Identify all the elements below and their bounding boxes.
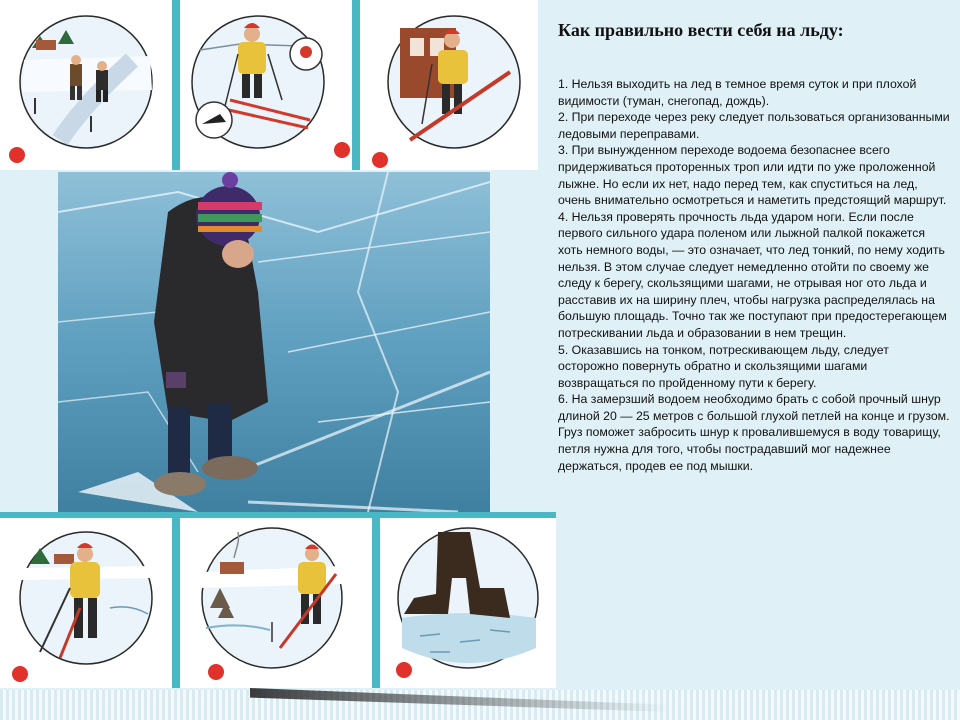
divider-bar xyxy=(172,518,180,688)
divider-bar xyxy=(372,518,380,688)
illustration-tile-3 xyxy=(360,0,538,170)
safety-rules-list xyxy=(558,76,950,474)
skier-illustration xyxy=(180,0,352,170)
marker-dot xyxy=(208,664,224,680)
rule-item: 3. При вынужденном переходе водоема безопаснее всего придерживаться проторенных троп или идти по уже проложенной лыжне. Но если их нет, надо перед тем, как спуститься на лед, очень внимательно осмотреться и наметить предстоящий маршрут. xyxy=(558,143,947,208)
marker-dot xyxy=(12,666,28,682)
marker-dot xyxy=(334,142,350,158)
skier-near-shore-illustration xyxy=(180,518,372,688)
ice-photo xyxy=(58,172,490,512)
rule-item: 6. На замерзший водоем необходимо брать с собой прочный шнур длиной 20 — 25 метров с большой глухой петлей на конце и грузом. Груз поможет забросить шнур к провалившемуся в воду товарищу, петля нужна для того, чтобы пострадавший мог надежнее держаться, продев ее под мышки. xyxy=(558,392,950,473)
divider-bar xyxy=(172,0,180,170)
marker-dot xyxy=(396,662,412,678)
path-walking-illustration xyxy=(0,0,172,170)
rule-item: 4. Нельзя проверять прочность льда ударом ноги. Если после первого сильного удара поленом или лыжной палкой покажется хоть немного воды, — это означает, что лед тонкий, по нему ходить нельзя. В этом случае следует немедленно отойти по своему же следу к берегу, скользящими шагами, не отрывая ног ото льда и расставив их на ширину плеч, чтобы нагрузка распределялась на большую площадь. Точно так же поступают при предостерегающем потрескивании льда и образовании в нем трещин. xyxy=(558,209,947,340)
illustration-tile-4 xyxy=(0,518,172,688)
illustration-tile-2 xyxy=(180,0,352,170)
illustration-tile-6 xyxy=(380,518,556,688)
boy-with-ski-illustration xyxy=(360,0,538,170)
rule-item: 2. При переходе через реку следует пользоваться организованными ледовыми переправами. xyxy=(558,110,950,141)
marker-dot xyxy=(9,147,25,163)
divider-bar xyxy=(352,0,360,170)
child-on-ice-photo xyxy=(58,172,490,512)
feet-on-thin-ice-illustration xyxy=(380,518,556,688)
illustration-tile-1 xyxy=(0,0,172,170)
testing-ice-illustration xyxy=(0,518,172,688)
marker-dot xyxy=(372,152,388,168)
rule-item: 5. Оказавшись на тонком, потрескивающем льду, следует осторожно повернуть обратно и скользящими шагами возвращаться по пройденному пути к берегу. xyxy=(558,342,889,390)
rule-item: 1. Нельзя выходить на лед в темное время суток и при плохой видимости (туман, снегопад, дождь). xyxy=(558,77,917,108)
page-title: Как правильно вести себя на льду: xyxy=(558,20,844,40)
illustration-tile-5 xyxy=(180,518,372,688)
